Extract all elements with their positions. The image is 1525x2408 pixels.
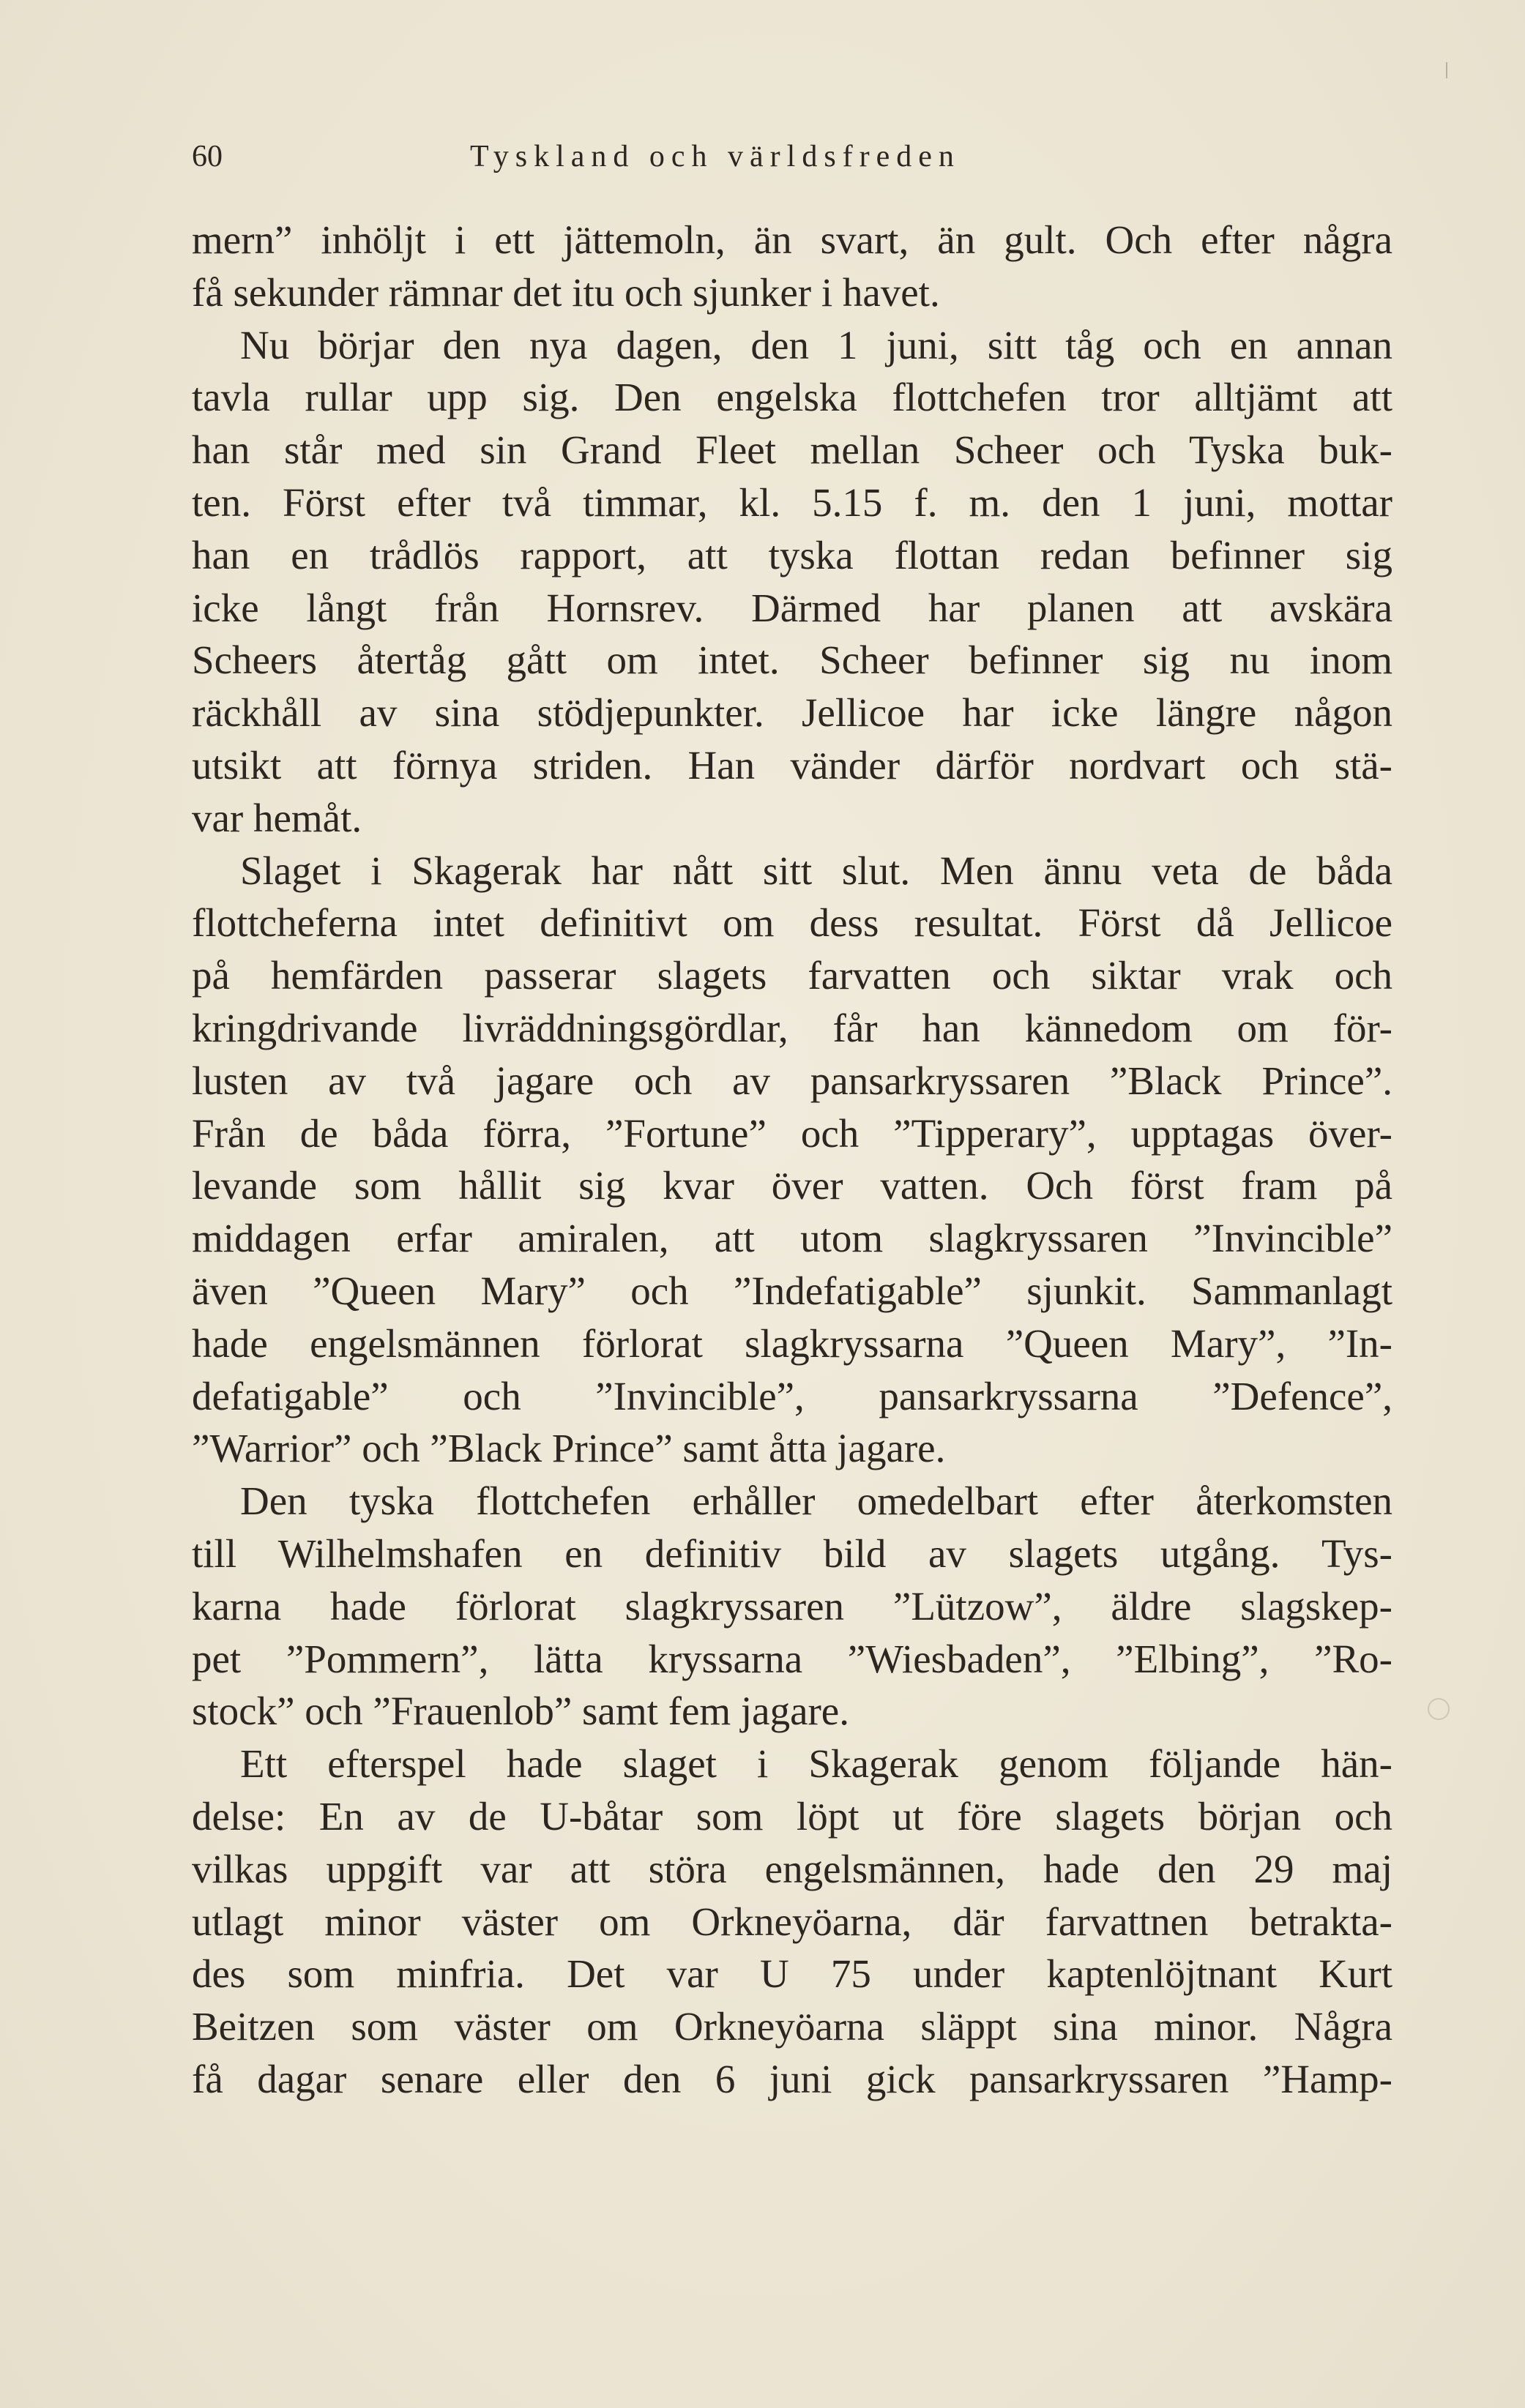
page-number: 60 — [192, 140, 223, 173]
text-line: räckhåll av sina stödjepunkter. Jellicoe har icke längre någon — [192, 690, 1392, 736]
text-line: middagen erfar amiralen, att utom slagkryssaren ”Invincible” — [192, 1216, 1392, 1261]
text-line: karna hade förlorat slagkryssaren ”Lützow”, äldre slagskep- — [192, 1583, 1392, 1629]
text-line: få sekunder rämnar det itu och sjunker i havet. — [192, 269, 940, 315]
text-line: även ”Queen Mary” och ”Indefatigable” sjunkit. Sammanlagt — [192, 1268, 1392, 1313]
text-line: delse: En av de U-båtar som löpt ut före slagets början och — [192, 1793, 1392, 1839]
text-line: på hemfärden passerar slagets farvatten och siktar vrak och — [192, 953, 1392, 998]
text-line: Från de båda förra, ”Fortune” och ”Tipperary”, upptagas över- — [192, 1110, 1392, 1156]
text-line: ten. Först efter två timmar, kl. 5.15 f. m. den 1 juni, mottar — [192, 479, 1392, 525]
text-line: hade engelsmännen förlorat slagkryssarna ”Queen Mary”, ”In- — [192, 1320, 1392, 1366]
text-line: lusten av två jagare och av pansarkryssaren ”Black Prince”. — [192, 1058, 1392, 1103]
text-line: mern” inhöljt i ett jättemoln, än svart, än gult. Och efter några — [192, 217, 1392, 262]
text-line: stock” och ”Frauenlob” samt fem jagare. — [192, 1689, 849, 1734]
text-line: icke långt från Hornsrev. Därmed har planen att avskära — [192, 585, 1392, 630]
text-line: utlagt minor väster om Orkneyöarna, där farvattnen betrakta- — [192, 1899, 1392, 1944]
text-line: des som minfria. Det var U 75 under kaptenlöjtnant Kurt — [192, 1951, 1392, 1997]
text-line: utsikt att förnya striden. Han vänder därför nordvart och stä- — [192, 742, 1392, 788]
text-line: Beitzen som väster om Orkneyöarna släppt sina minor. Några — [192, 2004, 1392, 2049]
text-line: till Wilhelmshafen en definitiv bild av slagets utgång. Tys- — [192, 1530, 1392, 1576]
text-line: flottcheferna intet definitivt om dess resultat. Först då Jellicoe — [192, 900, 1392, 946]
text-line: Scheers återtåg gått om intet. Scheer befinner sig nu inom — [192, 637, 1392, 683]
running-title: Tyskland och världsfreden — [470, 140, 961, 173]
text-line: kringdrivande livräddningsgördlar, får han kännedom om för- — [192, 1005, 1392, 1050]
text-line: defatigable” och ”Invincible”, pansarkryssarna ”Defence”, — [192, 1373, 1392, 1418]
text-line: Den tyska flottchefen erhåller omedelbart efter återkomsten — [240, 1478, 1392, 1524]
text-line: Slaget i Skagerak har nått sitt slut. Men ännu veta de båda — [240, 848, 1392, 893]
running-head — [192, 139, 1392, 190]
paper-speck — [1446, 62, 1447, 78]
text-line: han en trådlös rapport, att tyska flottan redan befinner sig — [192, 532, 1392, 577]
text-line: han står med sin Grand Fleet mellan Scheer och Tyska buk- — [192, 427, 1392, 473]
text-line: var hemåt. — [192, 795, 362, 840]
text-line: Nu börjar den nya dagen, den 1 juni, sitt tåg och en annan — [240, 322, 1392, 367]
paper-blemish — [1428, 1698, 1450, 1720]
text-line: levande som hållit sig kvar över vatten. Och först fram på — [192, 1163, 1392, 1208]
text-line: vilkas uppgift var att störa engelsmännen, hade den 29 maj — [192, 1846, 1392, 1891]
body-text — [192, 214, 1392, 2106]
text-line: pet ”Pommern”, lätta kryssarna ”Wiesbaden”, ”Elbing”, ”Ro- — [192, 1636, 1392, 1681]
text-line: ”Warrior” och ”Black Prince” samt åtta jagare. — [192, 1426, 946, 1471]
text-line: tavla rullar upp sig. Den engelska flottchefen tror alltjämt att — [192, 375, 1392, 420]
text-line: Ett efterspel hade slaget i Skagerak genom följande hän- — [240, 1741, 1392, 1787]
text-line: få dagar senare eller den 6 juni gick pansarkryssaren ”Hamp- — [192, 2056, 1392, 2101]
